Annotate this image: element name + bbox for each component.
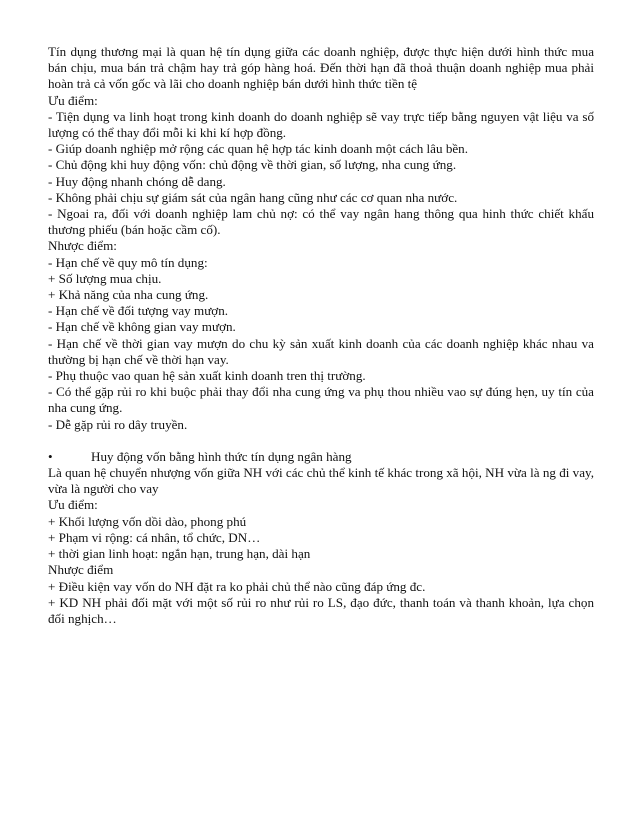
document-page [48,44,594,627]
advantage-item: + Phạm vi rộng: cá nhân, tổ chức, DN… [48,529,261,545]
disadvantages-heading: Nhược điểm: [48,238,117,254]
disadvantage-item: + Số lượng mua chịu. [48,270,162,286]
disadvantage-item: - Dễ gặp rủi ro dây truyền. [48,416,188,432]
advantage-item: - Ngoai ra, đối với doanh nghiệp lam chủ nợ: có thể vay ngân hang thông qua hinh thức chiết khấu thương phiếu (bán hoặc cầm cố). [48,206,594,238]
trade-credit-intro: Tín dụng thương mại là quan hệ tín dụng giữa các doanh nghiệp, được thực hiện dưới hình thức mua bán chịu, mua bán trả chậm hay trả góp hàng hoá. Đến thời hạn đã thoả thuận doanh nghiệp mua phải hoàn trả cả vốn gốc và lãi cho doanh nghiệp bán dưới hình thức tiền tệ [48,44,594,92]
disadvantage-item: - Phụ thuộc vao quan hệ sản xuất kinh doanh tren thị trường. [48,368,366,384]
advantage-item: + thời gian linh hoạt: ngắn hạn, trung hạn, dài hạn [48,546,311,562]
advantage-item: + Khối lượng vốn dồi dào, phong phú [48,513,247,529]
disadvantage-item: + Điều kiện vay vốn do NH đặt ra ko phải chủ thể nào cũng đáp ứng đc. [48,578,426,594]
section-bank-credit [48,449,594,627]
section-spacer [48,433,594,449]
bank-credit-heading-row [48,449,594,465]
disadvantages-heading: Nhược điểm [48,562,114,578]
disadvantage-item: - Có thể gặp rủi ro khi buộc phải thay đổi nha cung ứng va phụ thou nhiều vao sự đúng hẹn, uy tín của nha cung ứng. [48,384,594,416]
bank-credit-intro: Là quan hệ chuyển nhượng vốn giữa NH với các chủ thể kinh tế khác trong xã hội, NH vừa là ng đi vay, vừa là người cho vay [48,465,594,497]
bullet-icon: • [48,448,53,464]
disadvantage-item: + KD NH phải đối mặt với một số rủi ro như rủi ro LS, đạo đức, thanh toán và thanh khoản, lựa chọn đối nghịch… [48,594,594,626]
advantages-heading: Ưu điểm: [48,92,98,108]
advantages-heading: Ưu điểm: [48,497,98,513]
advantage-item: - Không phải chịu sự giám sát của ngân hang cũng như các cơ quan nha nước. [48,189,458,205]
disadvantage-item: - Hạn chế về quy mô tín dụng: [48,254,208,270]
section-trade-credit [48,44,594,433]
disadvantage-item: + Khả năng của nha cung ứng. [48,287,209,303]
advantage-item: - Giúp doanh nghiệp mở rộng các quan hệ hợp tác kinh doanh một cách lâu bền. [48,141,468,157]
disadvantage-item: - Hạn chế về đối tượng vay mượn. [48,303,229,319]
disadvantage-item: - Hạn chế về thời gian vay mượn do chu kỳ sản xuất kinh doanh của các doanh nghiệp khác nhau va thường bị hạn chế về thời hạn vay. [48,335,594,367]
disadvantage-item: - Hạn chế về không gian vay mượn. [48,319,236,335]
advantage-item: - Chủ động khi huy động vốn: chủ động về thời gian, số lượng, nha cung ứng. [48,157,457,173]
advantage-item: - Huy động nhanh chóng dễ dang. [48,173,226,189]
bank-credit-heading: Huy động vốn bằng hình thức tín dụng ngân hàng [91,448,352,464]
advantage-item: - Tiện dụng va linh hoạt trong kinh doanh do doanh nghiệp sẽ vay trực tiếp bằng nguyen vật liệu va số lượng có thể thay đổi mỗi ki khi kí hợp đồng. [48,108,594,141]
